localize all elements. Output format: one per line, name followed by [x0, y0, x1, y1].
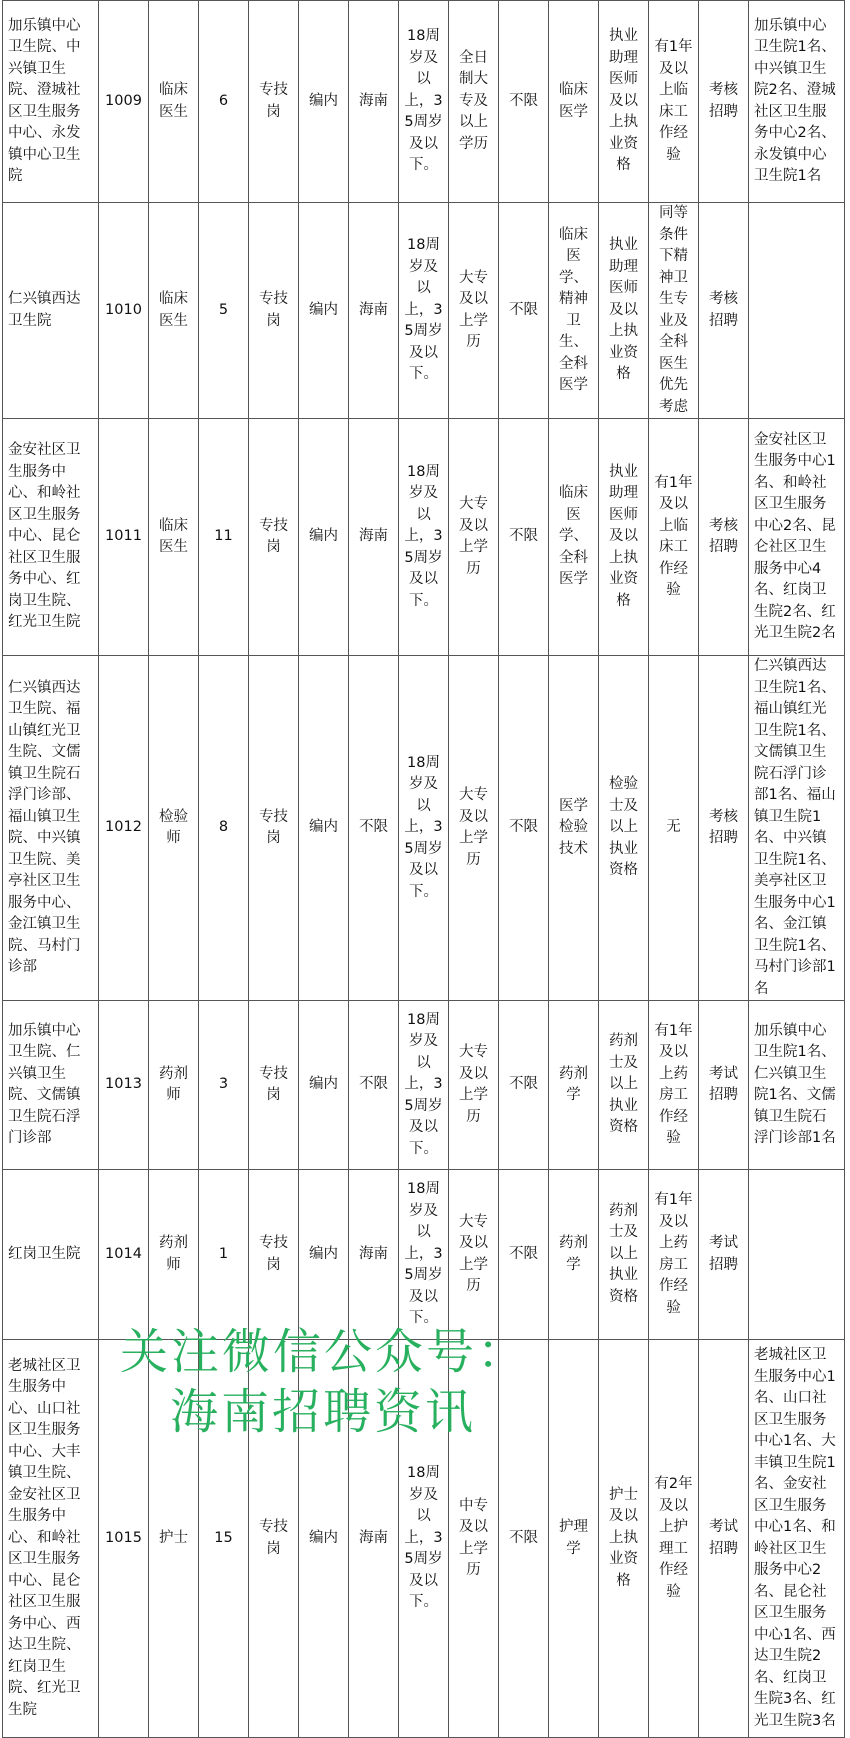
certificate-cell: 执业助理医师及以上执业资格	[599, 1, 649, 203]
table-row	[3, 419, 845, 656]
age-cell: 18周岁及以上，35周岁及以下。	[399, 656, 449, 1001]
count-cell: 1	[199, 1170, 249, 1340]
count-cell: 15	[199, 1340, 249, 1738]
code-cell: 1015	[99, 1340, 149, 1738]
education-cell: 大专及以上学历	[449, 656, 499, 1001]
major-cell: 药剂学	[549, 1170, 599, 1340]
education-cell: 大专及以上学历	[449, 1001, 499, 1170]
major-cell: 临床医学、精神卫生、全科医学	[549, 203, 599, 419]
staffing-cell: 编内	[299, 203, 349, 419]
degree-cell: 不限	[499, 656, 549, 1001]
post-cell: 药剂师	[149, 1001, 199, 1170]
post-type-cell: 专技岗	[249, 203, 299, 419]
education-cell: 中专及以上学历	[449, 1340, 499, 1738]
unit-cell: 仁兴镇西达卫生院、福山镇红光卫生院、文儒镇卫生院石浮门诊部、福山镇卫生院、中兴镇卫生院、美亭社区卫生服务中心、金江镇卫生院、马村门诊部	[3, 656, 99, 1001]
education-cell: 大专及以上学历	[449, 419, 499, 656]
major-cell: 临床医学、全科医学	[549, 419, 599, 656]
post-type-cell: 专技岗	[249, 1170, 299, 1340]
degree-cell: 不限	[499, 419, 549, 656]
post-cell: 药剂师	[149, 1170, 199, 1340]
watermark-line-1: 关注微信公众号：	[120, 1324, 529, 1380]
age-cell: 18周岁及以上，35周岁及以下。	[399, 1001, 449, 1170]
note-cell: 仁兴镇西达卫生院1名、福山镇红光卫生院1名、文儒镇卫生院石浮门诊部1名、福山镇卫生院1名、中兴镇卫生院1名、美亭社区卫生服务中心1名、金江镇卫生院1名、马村门诊部1名	[749, 656, 845, 1001]
education-cell: 大专及以上学历	[449, 203, 499, 419]
note-cell: 加乐镇中心卫生院1名、中兴镇卫生院2名、澄城社区卫生服务中心2名、永发镇中心卫生院1名	[749, 1, 845, 203]
table-row	[3, 1, 845, 203]
watermark-line-2: 海南招聘资讯	[170, 1384, 477, 1440]
table-row	[3, 1170, 845, 1340]
post-type-cell: 专技岗	[249, 656, 299, 1001]
post-cell: 临床医生	[149, 1, 199, 203]
major-cell: 护理学	[549, 1340, 599, 1738]
degree-cell: 不限	[499, 1, 549, 203]
staffing-cell: 编内	[299, 1340, 349, 1738]
table-row	[3, 1340, 845, 1738]
method-cell: 考核招聘	[699, 203, 749, 419]
experience-cell: 无	[649, 656, 699, 1001]
staffing-cell: 编内	[299, 656, 349, 1001]
unit-cell: 金安社区卫生服务中心、和岭社区卫生服务中心、昆仑社区卫生服务中心、红岗卫生院、红光卫生院	[3, 419, 99, 656]
origin-cell: 海南	[349, 1170, 399, 1340]
certificate-cell: 药剂士及以上执业资格	[599, 1170, 649, 1340]
degree-cell: 不限	[499, 1001, 549, 1170]
method-cell: 考试招聘	[699, 1340, 749, 1738]
degree-cell: 不限	[499, 1340, 549, 1738]
age-cell: 18周岁及以上，35周岁及以下。	[399, 419, 449, 656]
method-cell: 考核招聘	[699, 419, 749, 656]
staffing-cell: 编内	[299, 1, 349, 203]
method-cell: 考试招聘	[699, 1001, 749, 1170]
note-cell	[749, 203, 845, 419]
code-cell: 1011	[99, 419, 149, 656]
unit-cell: 加乐镇中心卫生院、中兴镇卫生院、澄城社区卫生服务中心、永发镇中心卫生院	[3, 1, 99, 203]
experience-cell: 有1年及以上药房工作经验	[649, 1001, 699, 1170]
origin-cell: 海南	[349, 203, 399, 419]
note-cell: 加乐镇中心卫生院1名、仁兴镇卫生院1名、文儒镇卫生院石浮门诊部1名	[749, 1001, 845, 1170]
origin-cell: 海南	[349, 1340, 399, 1738]
staffing-cell: 编内	[299, 419, 349, 656]
table-row	[3, 656, 845, 1001]
count-cell: 5	[199, 203, 249, 419]
certificate-cell: 护士及以上执业资格	[599, 1340, 649, 1738]
code-cell: 1009	[99, 1, 149, 203]
post-cell: 临床医生	[149, 419, 199, 656]
count-cell: 8	[199, 656, 249, 1001]
origin-cell: 海南	[349, 419, 399, 656]
certificate-cell: 药剂士及以上执业资格	[599, 1001, 649, 1170]
experience-cell: 有1年及以上临床工作经验	[649, 419, 699, 656]
post-type-cell: 专技岗	[249, 1, 299, 203]
age-cell: 18周岁及以上，35周岁及以下。	[399, 1340, 449, 1738]
unit-cell: 仁兴镇西达卫生院	[3, 203, 99, 419]
age-cell: 18周岁及以上，35周岁及以下。	[399, 1, 449, 203]
certificate-cell: 执业助理医师及以上执业资格	[599, 419, 649, 656]
code-cell: 1014	[99, 1170, 149, 1340]
count-cell: 6	[199, 1, 249, 203]
method-cell: 考核招聘	[699, 656, 749, 1001]
table-row	[3, 203, 845, 419]
post-type-cell: 专技岗	[249, 1001, 299, 1170]
count-cell: 11	[199, 419, 249, 656]
method-cell: 考核招聘	[699, 1, 749, 203]
degree-cell: 不限	[499, 203, 549, 419]
origin-cell: 海南	[349, 1, 399, 203]
experience-cell: 有2年及以上护理工作经验	[649, 1340, 699, 1738]
table-row	[3, 1001, 845, 1170]
staffing-cell: 编内	[299, 1001, 349, 1170]
code-cell: 1013	[99, 1001, 149, 1170]
post-type-cell: 专技岗	[249, 1340, 299, 1738]
unit-cell: 加乐镇中心卫生院、仁兴镇卫生院、文儒镇卫生院石浮门诊部	[3, 1001, 99, 1170]
post-cell: 护士	[149, 1340, 199, 1738]
certificate-cell: 检验士及以上执业资格	[599, 656, 649, 1001]
post-cell: 临床医生	[149, 203, 199, 419]
experience-cell: 有1年及以上临床工作经验	[649, 1, 699, 203]
certificate-cell: 执业助理医师及以上执业资格	[599, 203, 649, 419]
code-cell: 1012	[99, 656, 149, 1001]
method-cell: 考试招聘	[699, 1170, 749, 1340]
post-type-cell: 专技岗	[249, 419, 299, 656]
origin-cell: 不限	[349, 1001, 399, 1170]
recruitment-table	[2, 0, 845, 1738]
age-cell: 18周岁及以上，35周岁及以下。	[399, 203, 449, 419]
major-cell: 医学检验技术	[549, 656, 599, 1001]
education-cell: 全日制大专及以上学历	[449, 1, 499, 203]
major-cell: 药剂学	[549, 1001, 599, 1170]
code-cell: 1010	[99, 203, 149, 419]
note-cell	[749, 1170, 845, 1340]
experience-cell: 同等条件下精神卫生专业及全科医生优先考虑	[649, 203, 699, 419]
unit-cell: 红岗卫生院	[3, 1170, 99, 1340]
count-cell: 3	[199, 1001, 249, 1170]
origin-cell: 不限	[349, 656, 399, 1001]
note-cell: 金安社区卫生服务中心1名、和岭社区卫生服务中心2名、昆仑社区卫生服务中心4名、红岗卫生院2名、红光卫生院2名	[749, 419, 845, 656]
experience-cell: 有1年及以上药房工作经验	[649, 1170, 699, 1340]
age-cell: 18周岁及以上，35周岁及以下。	[399, 1170, 449, 1340]
degree-cell: 不限	[499, 1170, 549, 1340]
staffing-cell: 编内	[299, 1170, 349, 1340]
post-cell: 检验师	[149, 656, 199, 1001]
note-cell: 老城社区卫生服务中心1名、山口社区卫生服务中心1名、大丰镇卫生院1名、金安社区卫生服务中心1名、和岭社区卫生服务中心2名、昆仑社区卫生服务中心1名、西达卫生院2名、红岗卫生院3名、红光卫生院3名	[749, 1340, 845, 1738]
education-cell: 大专及以上学历	[449, 1170, 499, 1340]
major-cell: 临床医学	[549, 1, 599, 203]
unit-cell: 老城社区卫生服务中心、山口社区卫生服务中心、大丰镇卫生院、金安社区卫生服务中心、和岭社区卫生服务中心、昆仑社区卫生服务中心、西达卫生院、红岗卫生院、红光卫生院	[3, 1340, 99, 1738]
